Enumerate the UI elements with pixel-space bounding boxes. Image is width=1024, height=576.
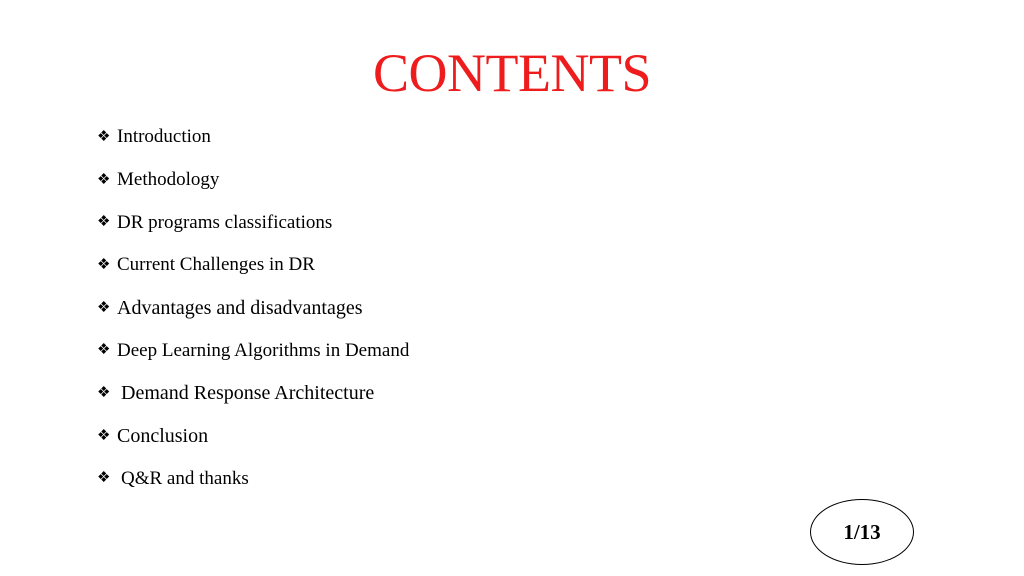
list-item-advantages [97,287,409,330]
list-item-dr-programs [97,201,409,244]
list-item-label: Conclusion [117,424,209,447]
list-item-qr-thanks [97,458,409,501]
list-item-conclusion [97,415,409,458]
list-item-label: Introduction [117,126,211,148]
list-item-label: Advantages and disadvantages [117,296,363,319]
diamond-bullet-icon: ❖ [97,214,111,231]
contents-list [97,116,409,500]
list-item-deep-learning [97,329,409,372]
list-item-label: Demand Response Architecture [121,381,375,404]
list-item-architecture [97,372,409,415]
page-number-badge: 1/13 [810,499,914,565]
list-item-label: Methodology [117,169,220,191]
list-item-label: DR programs classifications [117,211,333,233]
diamond-bullet-icon: ❖ [97,256,111,273]
slide-title: CONTENTS [373,43,651,103]
diamond-bullet-icon: ❖ [97,470,111,487]
list-item-current-challenges [97,244,409,287]
diamond-bullet-icon: ❖ [97,427,111,444]
diamond-bullet-icon: ❖ [97,299,111,316]
diamond-bullet-icon: ❖ [97,342,111,359]
diamond-bullet-icon: ❖ [97,171,111,188]
diamond-bullet-icon: ❖ [97,128,111,145]
list-item-label: Current Challenges in DR [117,254,315,276]
list-item-introduction [97,116,409,159]
list-item-label: Q&R and thanks [121,467,249,489]
list-item-methodology [97,159,409,202]
list-item-label: Deep Learning Algorithms in Demand [117,339,410,361]
diamond-bullet-icon: ❖ [97,384,111,401]
